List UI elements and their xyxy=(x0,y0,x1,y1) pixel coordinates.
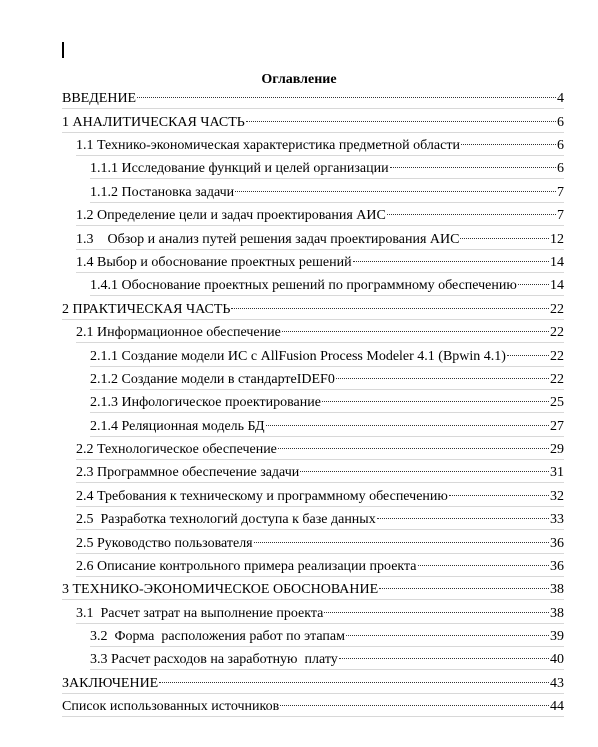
toc-entry[interactable] xyxy=(90,650,564,670)
toc-entry-page: 40 xyxy=(550,652,564,667)
toc-leader-dots xyxy=(336,377,549,379)
toc-leader-dots xyxy=(159,681,549,683)
toc-entry-page: 31 xyxy=(550,465,564,480)
toc-leader-dots xyxy=(418,564,549,566)
toc-leader-dots xyxy=(324,611,549,613)
toc-entry[interactable] xyxy=(62,89,564,109)
toc-entry-page: 12 xyxy=(550,232,564,247)
toc-entry-label: 1.1.2 Постановка задачи xyxy=(90,185,235,200)
toc-leader-dots xyxy=(353,260,549,262)
toc-entry-page: 32 xyxy=(550,489,564,504)
toc-entry-label: 1.4.1 Обоснование проектных решений по программному обеспечению xyxy=(90,278,517,293)
toc-entry-page: 22 xyxy=(550,349,564,364)
toc-entry-label: 3.2 Форма расположения работ по этапам xyxy=(90,629,345,644)
text-cursor xyxy=(62,42,64,58)
toc-entry-label: 2.5 Руководство пользователя xyxy=(76,536,253,551)
toc-entry-label: 2 ПРАКТИЧЕСКАЯ ЧАСТЬ xyxy=(62,302,231,317)
toc-entry[interactable] xyxy=(76,230,564,250)
toc-entry-page: 14 xyxy=(550,255,564,270)
toc-entry-label: 1.3 Обзор и анализ путей решения задач проектирования АИС xyxy=(76,232,460,247)
toc-entry-page: 25 xyxy=(550,395,564,410)
toc-entry-page: 36 xyxy=(550,559,564,574)
toc-entry-page: 39 xyxy=(550,629,564,644)
toc-entry-label: 3 ТЕХНИКО-ЭКОНОМИЧЕСКОЕ ОБОСНОВАНИЕ xyxy=(62,582,379,597)
toc-entry[interactable] xyxy=(62,674,564,694)
toc-entry[interactable] xyxy=(90,417,564,437)
toc-entry-page: 6 xyxy=(557,115,564,130)
toc-leader-dots xyxy=(266,424,549,426)
toc-entry[interactable] xyxy=(90,276,564,296)
toc-entry[interactable] xyxy=(62,113,564,133)
toc-entry-label: 2.6 Описание контрольного примера реализации проекта xyxy=(76,559,417,574)
toc-entry[interactable] xyxy=(90,370,564,390)
toc-entry-label: 1.4 Выбор и обоснование проектных решений xyxy=(76,255,352,270)
toc-entry-page: 27 xyxy=(550,419,564,434)
toc-entry[interactable] xyxy=(76,440,564,460)
toc-leader-dots xyxy=(377,517,549,519)
toc-entry-label: 2.1.2 Создание модели в стандартеIDEF0 xyxy=(90,372,335,387)
toc-leader-dots xyxy=(339,657,549,659)
toc-leader-dots xyxy=(282,330,549,332)
toc-entry-label: 3.1 Расчет затрат на выполнение проекта xyxy=(76,606,324,621)
toc-entry-label: 3.3 Расчет расходов на заработную плату xyxy=(90,652,338,667)
toc-entry-page: 4 xyxy=(557,91,564,106)
toc-entry-label: 1.2 Определение цели и задач проектирования АИС xyxy=(76,208,386,223)
toc-entry-label: 2.3 Программное обеспечение задачи xyxy=(76,465,300,480)
toc-entry[interactable] xyxy=(76,510,564,530)
toc-leader-dots xyxy=(460,237,549,239)
toc-entry-label: 2.1.3 Инфологическое проектирование xyxy=(90,395,321,410)
toc-leader-dots xyxy=(278,447,549,449)
toc-leader-dots xyxy=(461,143,556,145)
toc-entry-label: 2.2 Технологическое обеспечение xyxy=(76,442,277,457)
toc-entry[interactable] xyxy=(62,580,564,600)
toc-entry-page: 6 xyxy=(557,161,564,176)
toc-entry-page: 36 xyxy=(550,536,564,551)
toc-entry-label: Список использованных источников xyxy=(62,699,280,714)
toc-entry-page: 22 xyxy=(550,325,564,340)
toc-leader-dots xyxy=(254,541,549,543)
toc-entry-page: 14 xyxy=(550,278,564,293)
toc-leader-dots xyxy=(280,704,549,706)
toc-entry-label: 2.1.1 Создание модели ИС с AllFusion Process Modeler 4.1 (Bpwin 4.1) xyxy=(90,349,506,364)
toc-entry-label: 2.1.4 Реляционная модель БД xyxy=(90,419,265,434)
toc-entry-page: 29 xyxy=(550,442,564,457)
toc-entry-page: 7 xyxy=(557,185,564,200)
toc-entry-page: 22 xyxy=(550,302,564,317)
toc-entry-label: 1.1 Технико-экономическая характеристика предметной области xyxy=(76,138,460,153)
toc-leader-dots xyxy=(231,307,549,309)
toc-leader-dots xyxy=(379,587,549,589)
toc-entry-page: 38 xyxy=(550,606,564,621)
toc-leader-dots xyxy=(235,190,556,192)
toc-entry-label: ВВЕДЕНИЕ xyxy=(62,91,137,106)
toc-entry-page: 7 xyxy=(557,208,564,223)
toc-entry[interactable] xyxy=(76,557,564,577)
toc-entry-page: 33 xyxy=(550,512,564,527)
toc-leader-dots xyxy=(137,96,556,98)
toc-entry[interactable] xyxy=(90,183,564,203)
toc-entry-label: 2.1 Информационное обеспечение xyxy=(76,325,281,340)
toc-entry-page: 38 xyxy=(550,582,564,597)
toc-entry[interactable] xyxy=(62,697,564,717)
toc-entry-label: 2.5 Разработка технологий доступа к базе данных xyxy=(76,512,376,527)
toc-leader-dots xyxy=(507,354,549,356)
toc-entry[interactable] xyxy=(90,159,564,179)
toc-entry[interactable] xyxy=(76,604,564,624)
toc-leader-dots xyxy=(346,634,549,636)
toc-entry[interactable] xyxy=(76,487,564,507)
toc-entry[interactable] xyxy=(76,323,564,343)
toc-leader-dots xyxy=(449,494,549,496)
toc-entry[interactable] xyxy=(76,534,564,554)
toc-title: Оглавление xyxy=(261,72,337,87)
toc-leader-dots xyxy=(387,213,556,215)
toc-entry[interactable] xyxy=(76,463,564,483)
toc-leader-dots xyxy=(322,400,549,402)
toc-entry-label: 1 АНАЛИТИЧЕСКАЯ ЧАСТЬ xyxy=(62,115,245,130)
toc-entry[interactable] xyxy=(76,253,564,273)
toc-entry[interactable] xyxy=(76,206,564,226)
toc-entry-label: ЗАКЛЮЧЕНИЕ xyxy=(62,676,159,691)
toc-entry-page: 6 xyxy=(557,138,564,153)
toc-leader-dots xyxy=(518,283,549,285)
toc-entry-label: 1.1.1 Исследование функций и целей организации xyxy=(90,161,389,176)
toc-entry[interactable] xyxy=(62,300,564,320)
toc-leader-dots xyxy=(390,166,556,168)
toc-entry[interactable] xyxy=(90,393,564,413)
toc-entry-page: 22 xyxy=(550,372,564,387)
toc-entry[interactable] xyxy=(90,627,564,647)
toc-entry-page: 43 xyxy=(550,676,564,691)
toc-entry-label: 2.4 Требования к техническому и программному обеспечению xyxy=(76,489,448,504)
toc-leader-dots xyxy=(300,470,549,472)
toc-leader-dots xyxy=(246,120,556,122)
toc-entry-page: 44 xyxy=(550,699,564,714)
toc-entry[interactable] xyxy=(90,347,564,367)
toc-entry[interactable] xyxy=(76,136,564,156)
